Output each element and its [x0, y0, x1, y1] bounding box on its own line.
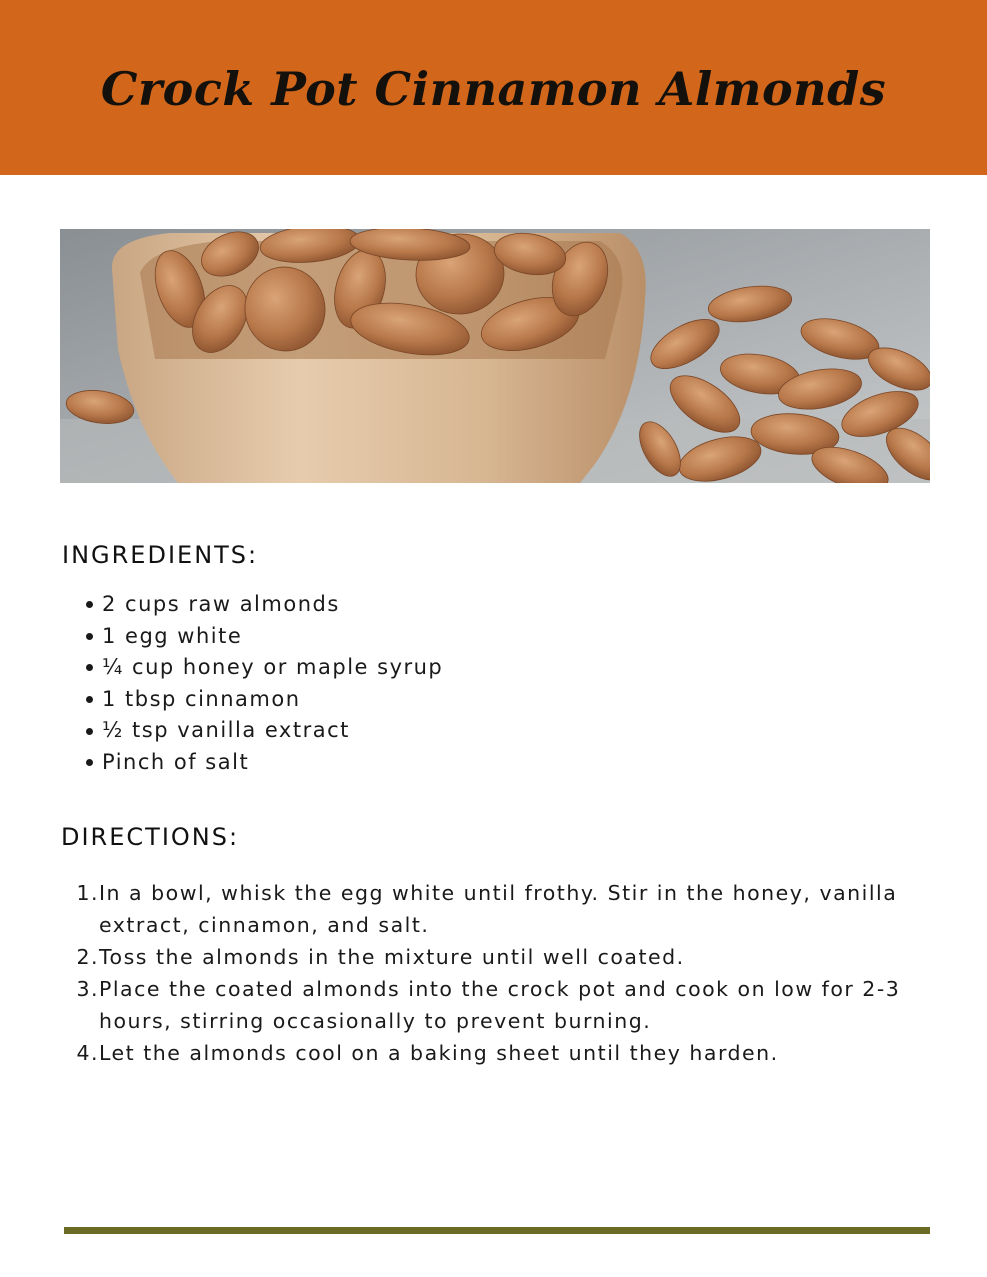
list-item — [80, 684, 443, 716]
almonds-photo — [60, 229, 930, 483]
bullet-icon — [86, 759, 93, 766]
step-number: 1. — [76, 881, 99, 905]
ingredient-text: Pinch of salt — [102, 749, 250, 774]
ingredient-text: 1 egg white — [102, 623, 243, 648]
bullet-icon — [86, 601, 93, 608]
list-item — [80, 589, 443, 621]
directions-heading: DIRECTIONS: — [61, 823, 240, 851]
step-text: Toss the almonds in the mixture until well coated. — [99, 945, 685, 969]
step-number: 3. — [76, 977, 99, 1001]
ingredient-text: ¼ cup honey or maple syrup — [102, 655, 444, 680]
ingredients-list — [80, 589, 443, 779]
step-number: 2. — [76, 945, 99, 969]
list-item — [70, 1037, 940, 1069]
step-number: 4. — [76, 1041, 99, 1065]
step-text: Let the almonds cool on a baking sheet until they harden. — [99, 1041, 779, 1065]
directions-list — [70, 877, 940, 1069]
bullet-icon — [86, 696, 93, 703]
ingredient-text: 1 tbsp cinnamon — [102, 686, 301, 711]
list-item — [70, 973, 940, 1037]
header-banner — [0, 0, 987, 175]
step-text: In a bowl, whisk the egg white until frothy. Stir in the honey, vanilla extract, cinnamon, and salt. — [99, 881, 898, 937]
ingredient-text: ½ tsp vanilla extract — [102, 718, 350, 743]
list-item — [70, 941, 940, 973]
footer-divider — [64, 1227, 930, 1234]
bullet-icon — [86, 633, 93, 640]
step-text: Place the coated almonds into the crock pot and cook on low for 2-3 hours, stirring occasionally to prevent burning. — [99, 977, 901, 1033]
ingredient-text: 2 cups raw almonds — [102, 592, 340, 616]
bullet-icon — [86, 664, 93, 671]
page-title: Crock Pot Cinnamon Almonds — [100, 61, 887, 116]
bullet-icon — [86, 728, 93, 735]
list-item — [80, 715, 443, 747]
list-item — [80, 747, 443, 779]
list-item — [80, 621, 443, 653]
list-item — [70, 877, 940, 941]
ingredients-heading: INGREDIENTS: — [62, 541, 259, 569]
list-item — [80, 652, 443, 684]
